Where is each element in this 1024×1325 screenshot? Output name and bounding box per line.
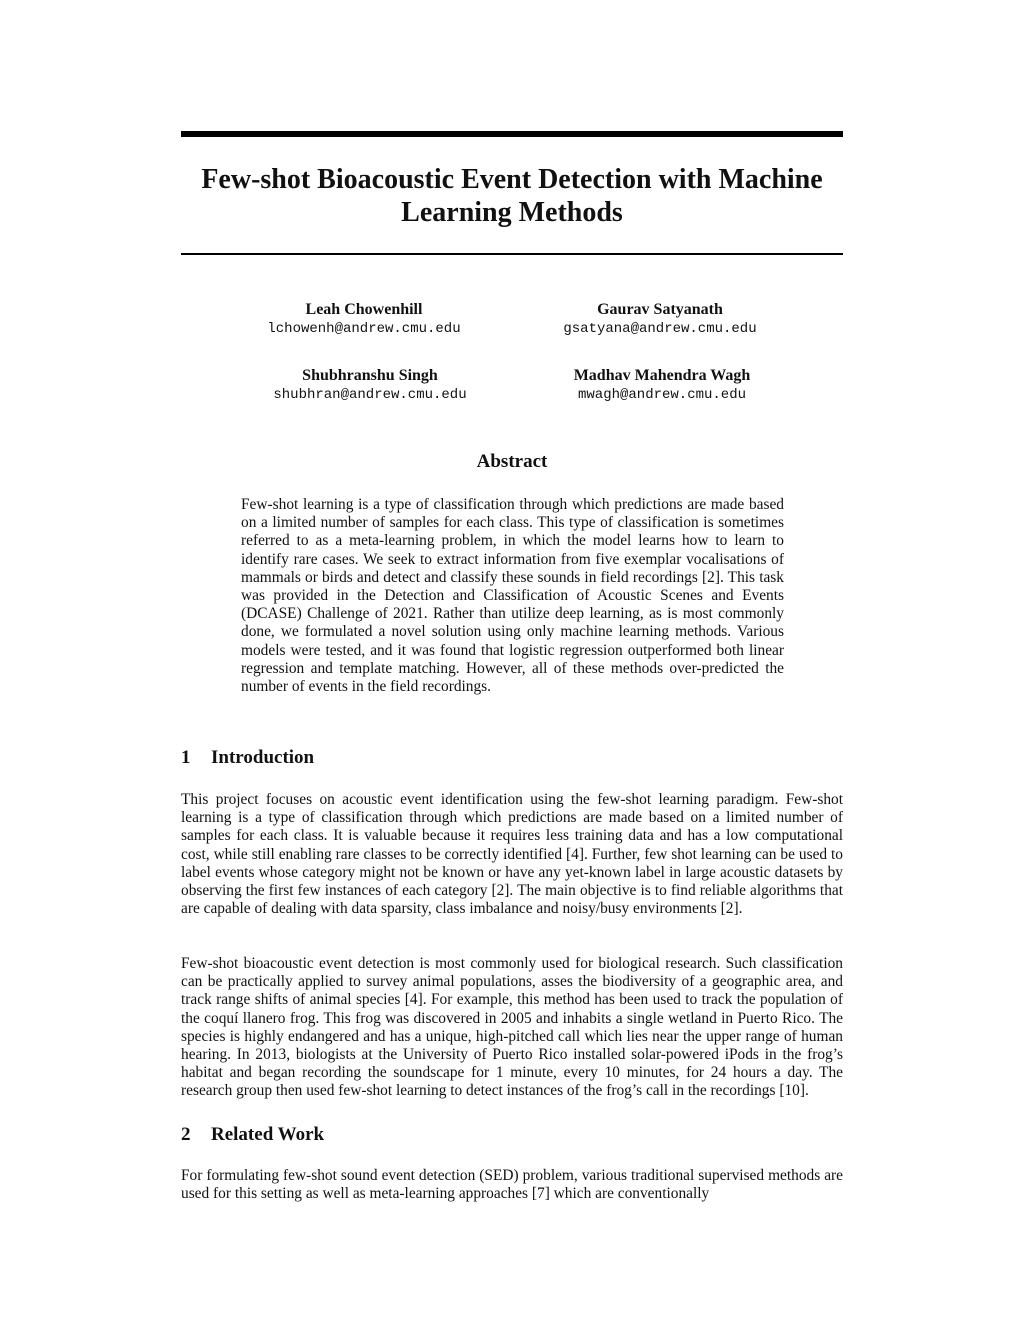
paper-title: Few-shot Bioacoustic Event Detection with Machine Learning Methods [201, 164, 823, 228]
section-number: 1 [181, 747, 191, 768]
author-email: gsatyana@andrew.cmu.edu [563, 321, 757, 337]
author-email: mwagh@andrew.cmu.edu [577, 387, 747, 403]
section-heading-introduction [181, 747, 843, 769]
author-email: shubhran@andrew.cmu.edu [273, 387, 467, 403]
body-paragraph: Few-shot bioacoustic event detection is most commonly used for biological research. Such classification can be practically applied to survey animal populations, asses the biodiversity of a geographic area, and track range shifts of animal species [4]. For example, this method has been used to track the population of the coquí llanero frog. This frog was discovered in 2005 and inhabits a single wetland in Puerto Rico. The species is highly endangered and has a unique, high-pitched call which lies near the upper range of human hearing. In 2013, biologists at the University of Puerto Rico installed solar-powered iPods in the frog’s habitat and began recording the soundscape for 1 minute, every 10 minutes, for 24 hours a day. The research group then used few-shot learning to detect instances of the frog’s call in the recordings [10]. [181, 955, 843, 1100]
author-block [220, 366, 520, 405]
author-name: Shubhranshu Singh [302, 367, 438, 384]
section-heading-related-work [181, 1124, 843, 1146]
body-paragraph: For formulating few-shot sound event detection (SED) problem, various traditional supervised methods are used for this setting as well as meta-learning approaches [7] which are conventionally [181, 1167, 843, 1203]
author-block [512, 366, 812, 405]
author-name: Gaurav Satyanath [597, 301, 723, 318]
section-title: Introduction [211, 747, 315, 768]
section-title: Related Work [211, 1124, 325, 1145]
author-name: Leah Chowenhill [305, 301, 423, 318]
abstract-heading: Abstract [476, 451, 548, 472]
title-bottom-rule [181, 253, 843, 255]
body-paragraph: This project focuses on acoustic event identification using the few-shot learning paradigm. Few-shot learning is a type of classification through which predictions are made based on a limited number of samples for each class. It is valuable because it requires less training data and has a low computational cost, while still enabling rare classes to be correctly identified [4]. Further, few shot learning can be used to label events whose category might not be known or have any yet-known label in large acoustic datasets by observing the first few instances of each category [2]. The main objective is to find reliable algorithms that are capable of dealing with data sparsity, class imbalance and noisy/busy environments [2]. [181, 791, 843, 918]
author-name: Madhav Mahendra Wagh [573, 367, 751, 384]
author-email: lchowenh@andrew.cmu.edu [267, 321, 461, 337]
abstract-text: Few-shot learning is a type of classification through which predictions are made based on a limited number of samples for each class. This type of classification is sometimes referred to as a meta-learning problem, in which the model learns how to learn to identify rare cases. We seek to extract information from five exemplar vocalisations of mammals or birds and detect and classify these sounds in field recordings [2]. This task was provided in the Detection and Classification of Acoustic Scenes and Events (DCASE) Challenge of 2021. Rather than utilize deep learning, as is most commonly done, we formulated a novel solution using only machine learning methods. Various models were tested, and it was found that logistic regression outperformed both linear regression and template matching. However, all of these methods over-predicted the number of events in the field recordings. [241, 496, 784, 696]
author-block [510, 300, 810, 339]
title-top-rule [181, 131, 843, 137]
author-block [214, 300, 514, 339]
section-number: 2 [181, 1124, 191, 1145]
